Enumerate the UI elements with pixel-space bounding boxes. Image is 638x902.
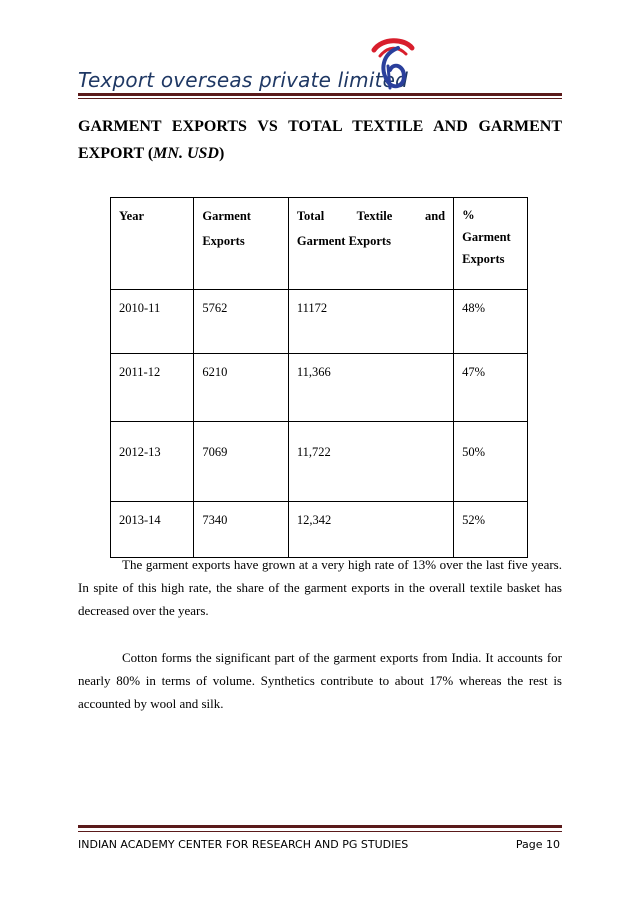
header-total-exports: Total Textile and Garment Exports	[288, 198, 453, 290]
cell-total: 12,342	[288, 502, 453, 558]
header-rule-thick	[78, 93, 562, 96]
cell-percent: 52%	[454, 502, 528, 558]
ribbon-logo-icon	[368, 36, 418, 92]
cell-year: 2011-12	[111, 354, 194, 422]
cell-garment: 7069	[194, 422, 289, 502]
heading-unit: MN. USD	[153, 145, 219, 162]
cell-percent: 48%	[454, 290, 528, 354]
heading-suffix: )	[218, 145, 225, 162]
table-row	[111, 502, 528, 558]
header-year: Year	[111, 198, 194, 290]
cell-garment: 5762	[194, 290, 289, 354]
footer-rule-thin	[78, 831, 562, 832]
cell-garment: 6210	[194, 354, 289, 422]
cell-year: 2010-11	[111, 290, 194, 354]
cell-garment: 7340	[194, 502, 289, 558]
cell-year: 2012-13	[111, 422, 194, 502]
heading-prefix: EXPORT (	[78, 145, 154, 162]
heading-line-2	[78, 140, 562, 167]
table-row	[111, 290, 528, 354]
cell-total: 11172	[288, 290, 453, 354]
section-heading	[78, 113, 562, 167]
cell-year: 2013-14	[111, 502, 194, 558]
header-rule-thin	[78, 98, 562, 99]
header-garment-exports: Garment Exports	[194, 198, 289, 290]
table-row	[111, 422, 528, 502]
cell-total: 11,366	[288, 354, 453, 422]
paragraph-growth: The garment exports have grown at a very high rate of 13% over the last five years. In spite of this high rate, the share of the garment exports in the overall textile basket has decreased over the years.	[78, 557, 562, 618]
heading-line-1: GARMENT EXPORTS VS TOTAL TEXTILE AND GARMENT	[78, 118, 562, 135]
page-number: Page 10	[515, 838, 560, 851]
cell-percent: 50%	[454, 422, 528, 502]
cell-percent: 47%	[454, 354, 528, 422]
table-header-row	[111, 198, 528, 290]
company-name: Texport overseas private limited	[78, 68, 409, 92]
footer-rule-thick	[78, 825, 562, 828]
header-percent-garment: % Garment Exports	[454, 198, 528, 290]
cell-total: 11,722	[288, 422, 453, 502]
footer-institution: INDIAN ACADEMY CENTER FOR RESEARCH AND PG STUDIES	[78, 838, 409, 851]
paragraph-cotton: Cotton forms the significant part of the garment exports from India. It accounts for nearly 80% in terms of volume. Synthetics contribute to about 17% whereas the rest is accounted by wool and silk.	[78, 650, 562, 711]
table-row	[111, 354, 528, 422]
exports-table	[110, 197, 528, 558]
